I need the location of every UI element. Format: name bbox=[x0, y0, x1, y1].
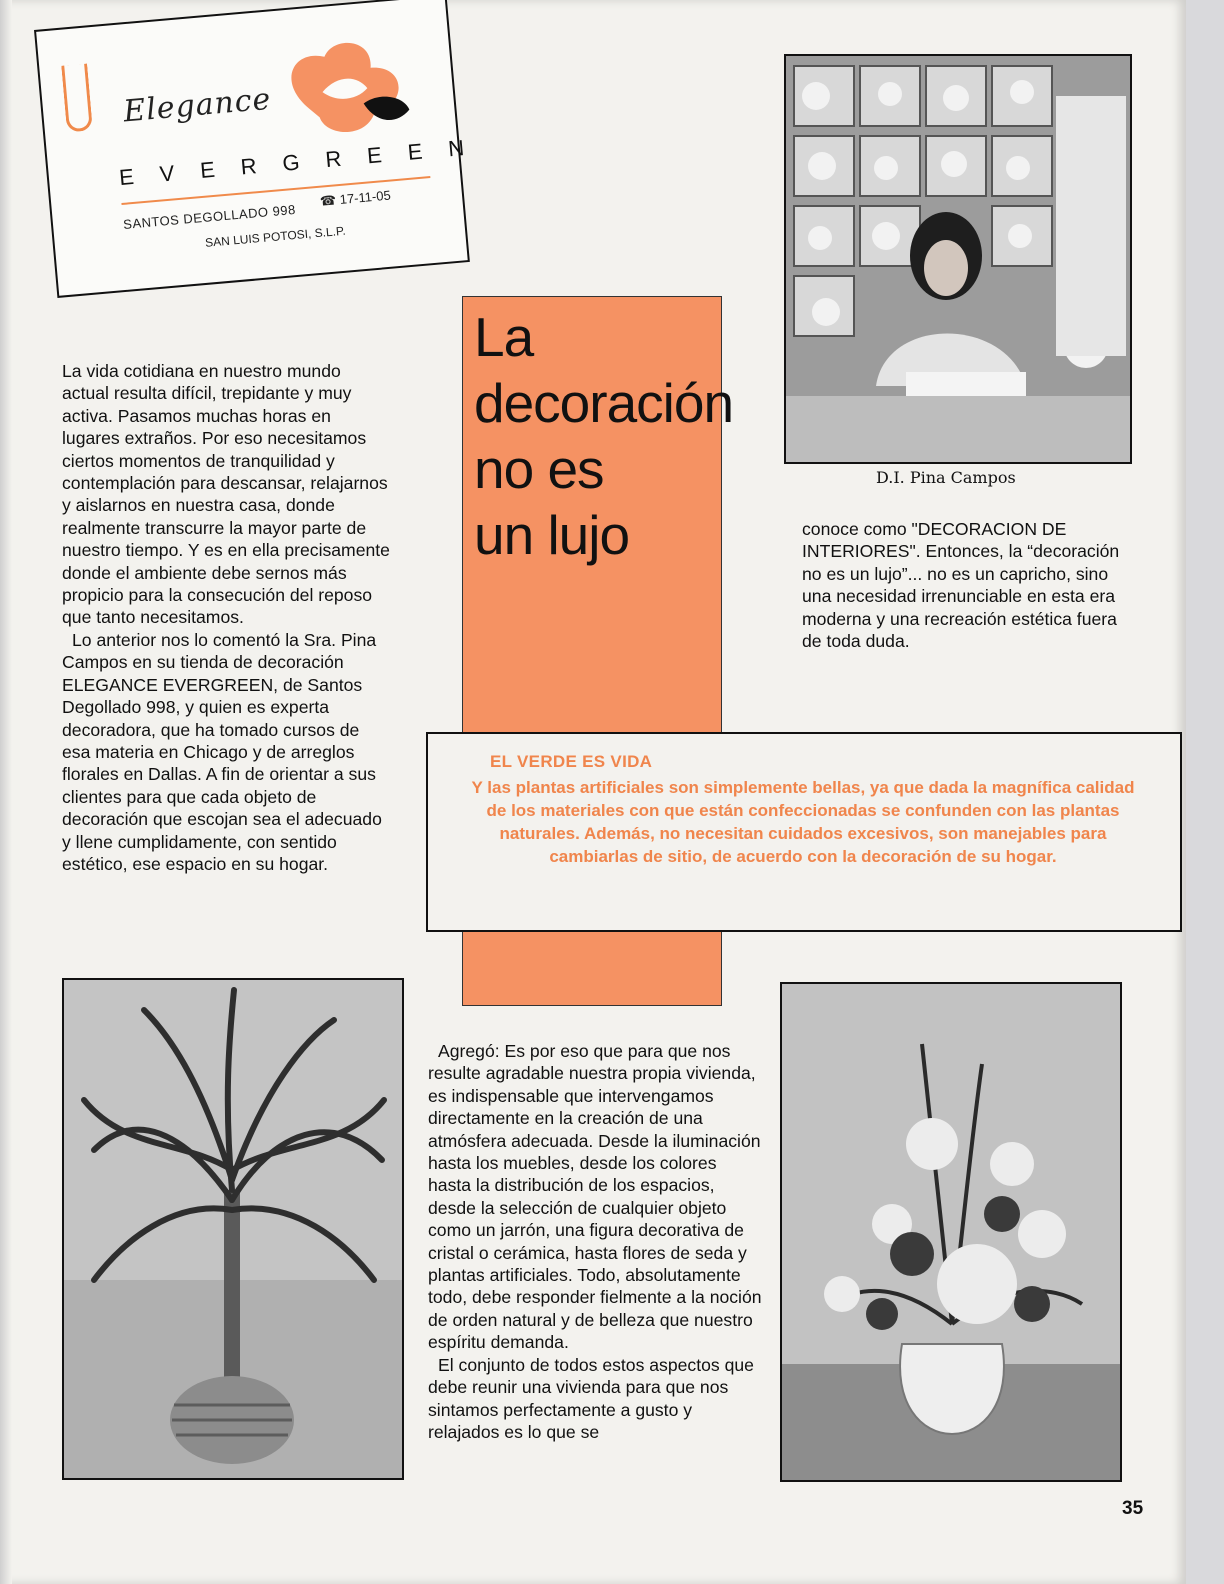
card-address: SANTOS DEGOLLADO 998 bbox=[122, 201, 297, 232]
title-line: La bbox=[474, 306, 534, 368]
binding-edge bbox=[0, 0, 12, 1584]
title-line: un lujo bbox=[474, 504, 630, 566]
highlight-heading: EL VERDE ES VIDA bbox=[490, 752, 653, 771]
flower-logo-icon bbox=[263, 29, 422, 152]
paragraph: Agregó: Es por eso que para que nos resulte agradable nuestra propia vivienda, es indispensable que intervengamos directamente en la creación de una atmósfera adecuada. Desde la iluminación hasta los muebles, desde los colores hasta la distribución de los espacios, desde la selección de cualquier objeto como un jarrón, una figura decorativa de cristal o cerámica, hasta flores de seda y plantas artificiales. Todo, absolutamente todo, debe responder fielmente a la noción de orden natural y de belleza que nuestro espíritu demanda. bbox=[428, 1041, 762, 1353]
card-phone-number: 17-11-05 bbox=[339, 187, 392, 207]
page-number: 35 bbox=[1122, 1498, 1144, 1519]
paragraph: La vida cotidiana en nuestro mundo actual resulta difícil, trepidante y muy activa. Pasamos muchas horas en lugares extraños. Por eso necesitamos ciertos momentos de tranquilidad y contemplación para descansar, relajarnos y aislarnos en nuestra casa, donde realmente transcurre la mayor parte de nuestro tiempo. Y es en ella precisamente donde el ambiente debe sernos más propicio para la consecución del reposo que tanto necesitamos. bbox=[62, 361, 390, 628]
brand-script-name: Elegance bbox=[121, 81, 273, 130]
article-title bbox=[474, 304, 734, 568]
right-column-text bbox=[802, 518, 1138, 652]
photo-plant bbox=[62, 978, 404, 1480]
highlight-body: Y las plantas artificiales son simplemente bellas, ya que dada la magnífica calidad de los materiales con que están confeccionadas se confunden con las plantas naturales. Además, no necesitan cuidados excesivos, son manejables para cambiarlas de sitio, de acuerdo con la decoración de su hogar. bbox=[471, 778, 1135, 866]
card-city: SAN LUIS POTOSI, S.L.P. bbox=[204, 223, 347, 250]
photo-arrangement bbox=[780, 982, 1122, 1482]
hook-icon bbox=[61, 63, 93, 132]
business-card bbox=[34, 0, 492, 298]
palm-plant-icon bbox=[64, 980, 402, 1478]
paragraph: El conjunto de todos estos aspectos que debe reunir una vivienda para que nos sintamos perfectamente a gusto y relajados es lo que se bbox=[428, 1354, 754, 1442]
photo-caption: D.I. Pina Campos bbox=[876, 468, 1016, 487]
paragraph: Lo anterior nos lo comentó la Sra. Pina Campos en su tienda de decoración ELEGANCE EVERGREEN, de Santos Degollado 998, y quien es experta decoradora, que ha tomado cursos de esa materia en Chicago y de arreglos florales en Dallas. A fin de orientar a sus clientes para que cada objeto de decoración que escojan sea el adecuado y llene cumplidamente, con sentido estético, ese espacio en su hogar. bbox=[62, 629, 382, 874]
paragraph: conoce como "DECORACION DE INTERIORES". Entonces, la “decoración no es un lujo”... no es un capricho, sino una necesidad irrenunciable en esta era moderna y una recreación estética fuera de toda duda. bbox=[802, 519, 1120, 652]
center-column-text bbox=[428, 1040, 762, 1443]
title-line: no es bbox=[474, 438, 604, 500]
title-line: decoración bbox=[474, 372, 734, 434]
photo-decorator bbox=[784, 54, 1132, 464]
flower-arrangement-icon bbox=[782, 984, 1120, 1480]
store-photo-icon bbox=[786, 56, 1130, 462]
brand-name: EVERGREEN bbox=[118, 132, 492, 191]
highlight-box bbox=[426, 732, 1182, 932]
left-column-text bbox=[62, 360, 392, 875]
card-phone: ☎ 17-11-05 bbox=[319, 187, 392, 209]
